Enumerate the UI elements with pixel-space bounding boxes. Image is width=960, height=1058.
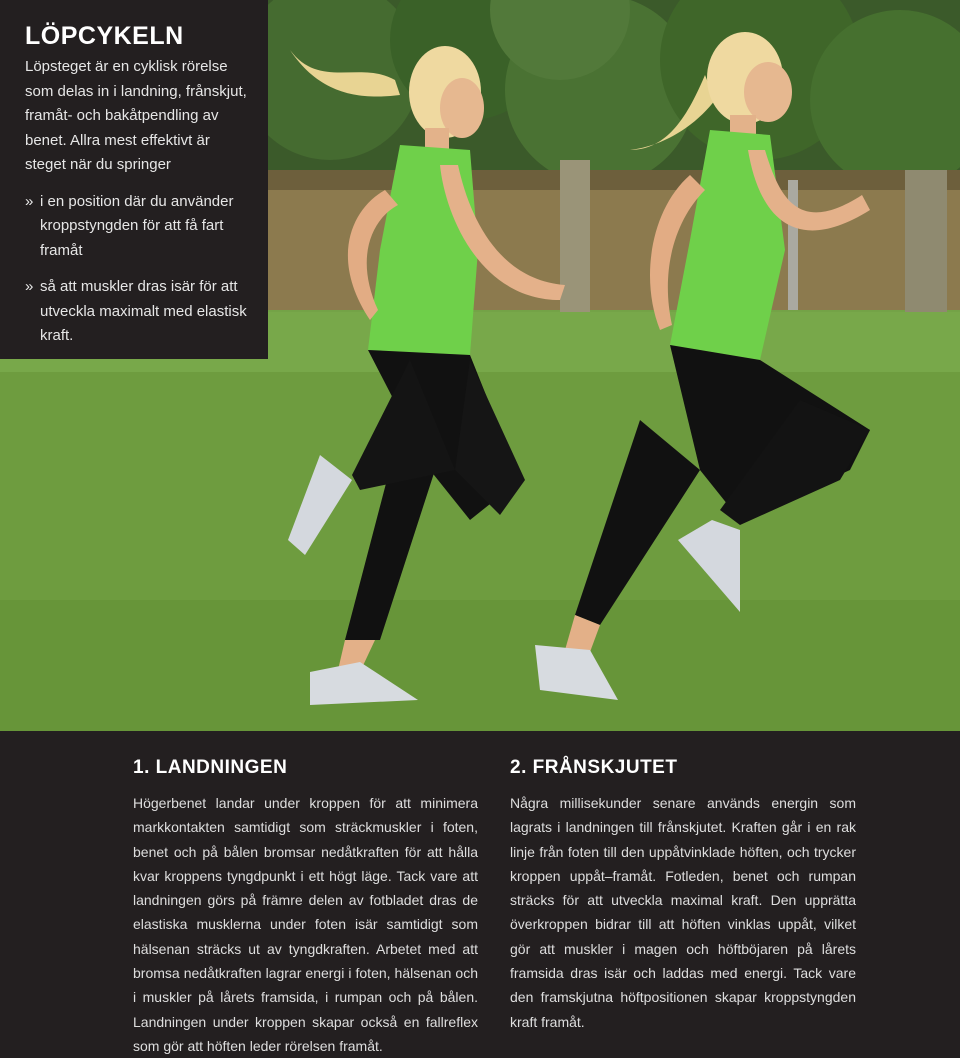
intro-panel <box>0 0 268 359</box>
section-body: Några millisekunder senare används energin som lagrats i landningen till frånskjutet. Kraften går i en rak linje från foten till den uppåtvinklade höften, och trycker kroppen uppåt–framåt. Fotleden, benet och rumpan sträcks för att utveckla maximal kraft. Den upprätta överkroppen bidrar till att höften vinklas uppåt, vilket gör att muskler i magen och höftböjaren på lårets framsida dras isär och laddas med energi. Tack vare den framskjutna höftpositionen skapar kroppstyngden kraft framåt. <box>510 795 856 1030</box>
bullet-text: i en position där du använder kroppstyngden för att få fart framåt <box>40 192 234 259</box>
section-title: 1. LANDNINGEN <box>133 757 288 778</box>
bullet-item <box>25 275 252 349</box>
bullet-mark: » <box>25 192 34 210</box>
bullet-mark: » <box>25 278 34 295</box>
section-pushoff <box>510 757 856 1034</box>
intro-text: Löpsteget är en cyklisk rörelse som delas in i landning, frånskjut, framåt- och bakåtpendling av benet. Allra mest effektivt är steget när du springer <box>25 58 247 173</box>
section-body: Högerbenet landar under kroppen för att minimera markkontakten samtidigt som sträckmuskler i foten, benet och på bålen bromsar nedåtkraften för att hålla kvar kroppens tyngdpunkt i ett högt läge. Tack vare att landningen görs på främre delen av fotbladet dras de elastiska musklerna under foten isär samtidigt som hälsenan sträcks ut av tyngdkraften. Arbetet med att bromsa nedåtkraften lagrar energi i foten, hälsenan och i muskler på lårets framsida, i rumpan och på bålen. Landningen under kroppen skapar också en fallreflex som gör att höften leder rörelsen framåt. <box>133 795 478 1054</box>
section-title: 2. FRÅNSKJUTET <box>510 757 678 778</box>
bullet-text: så att muskler dras isär för att utveckla maximalt med elastisk kraft. <box>40 278 247 344</box>
tree-trunk <box>560 160 590 315</box>
text-section <box>0 731 960 1054</box>
tree-trunk <box>905 170 947 320</box>
bullet-item <box>25 190 252 264</box>
background-wall <box>268 170 960 310</box>
section-landing <box>133 757 478 1058</box>
panel-title: LÖPCYKELN <box>25 22 184 50</box>
